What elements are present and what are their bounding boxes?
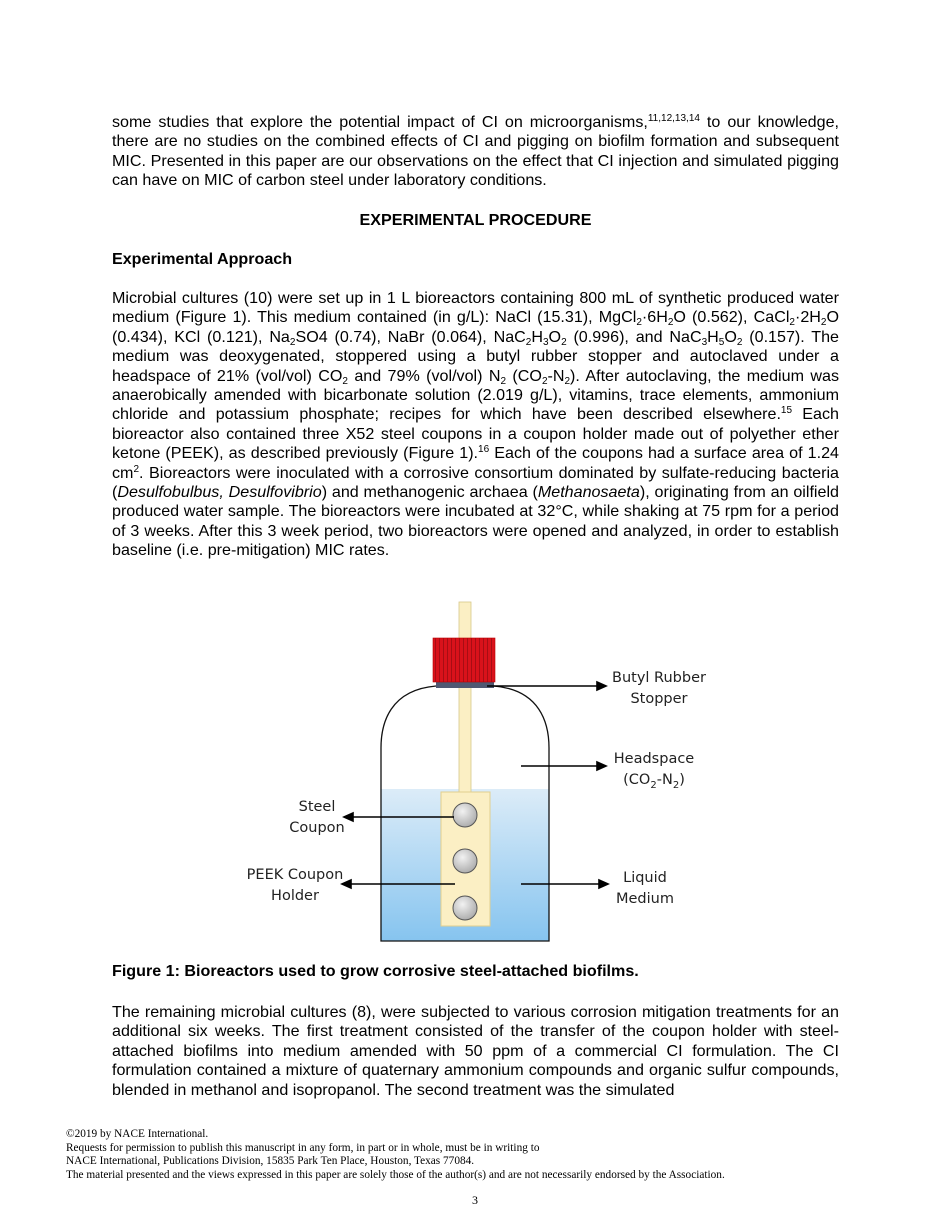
- subscript: 5: [718, 336, 725, 348]
- methods-text: ·6H: [641, 308, 668, 327]
- label-headspace: Headspace: [613, 751, 695, 767]
- intro-text: some studies that explore the potential impact of CI on microorganisms,: [112, 113, 648, 131]
- methods-text: ) and methanogenic archaea (: [321, 483, 538, 502]
- methods-text: -N: [547, 366, 565, 385]
- arrow-head-holder: [342, 880, 351, 888]
- subscript: 2: [820, 317, 827, 329]
- reference-superscript: 16: [478, 444, 490, 456]
- organism-names: Desulfobulbus, Desulfovibrio: [117, 483, 322, 502]
- methods-text: and 79% (vol/vol) N: [347, 366, 501, 385]
- methods-text: H: [531, 327, 543, 346]
- methods-text: (0.157). The medium was deoxygenated, stoppered using a butyl rubber stopper and autoclaved under a headspace of 21% (vol/vol) CO: [112, 327, 839, 385]
- methods-text: . Bioreactors were inoculated with a corrosive consortium dominated by sulfate-reducing bacteria (: [112, 463, 839, 502]
- footer-permission: Requests for permission to publish this manuscript in any form, in part or in whole, must be in writing to: [66, 1141, 540, 1154]
- intro-text-continued: to our knowledge, there are no studies on the combined effects of CI and pigging on biofilm formation and subsequent MIC. Presented in this paper are our observations on the effect that CI injection and simulated pigging can have on MIC of carbon steel under laboratory conditions.: [112, 113, 839, 190]
- methods-text: Each bioreactor also contained three X52 steel coupons in a coupon holder made out of polyether ether ketone (PEEK), as described previously (Figure 1).: [112, 405, 839, 463]
- subscript: 2: [289, 336, 296, 348]
- arrow-head-headspace: [597, 762, 606, 770]
- label-stopper: Stopper: [630, 691, 688, 707]
- butyl-rubber-stopper: [436, 682, 494, 688]
- label-medium: Medium: [616, 891, 674, 907]
- holder-rod: [459, 602, 471, 792]
- subscript: 2: [525, 336, 532, 348]
- subscript: 2: [342, 375, 348, 387]
- methods-text: ). After autoclaving, the medium was anaerobically amended with bicarbonate solution (2.019 g/L), vitamins, trace elements, ammonium chloride and potassium phosphate; recipes for which have been described elsewhere.: [112, 366, 839, 424]
- label-headspace-gas: $(CO_2-N_2)$: [623, 772, 685, 791]
- figure-caption: Figure 1: Bioreactors used to grow corrosive steel-attached biofilms.: [112, 962, 639, 980]
- arrow-head-stopper: [597, 682, 606, 690]
- subscript: 2: [636, 317, 642, 329]
- paragraph-methods: [112, 289, 839, 561]
- subsection-heading: Experimental Approach: [112, 250, 293, 268]
- subscript: 3: [542, 336, 549, 348]
- methods-text: (CO: [506, 366, 542, 385]
- organism-name: Methanosaeta: [537, 483, 640, 502]
- paragraph-intro: [112, 113, 839, 191]
- methods-text: O (0.562), CaCl: [673, 308, 790, 327]
- methods-text: Each of the coupons had a surface area of 1.24 cm: [112, 444, 839, 482]
- subscript: 2: [500, 375, 507, 387]
- steel-coupon-3: [453, 896, 477, 920]
- methods-text: SO4 (0.74), NaBr (0.064), NaC: [295, 327, 526, 346]
- subscript: 2: [541, 375, 548, 387]
- label-butyl-rubber: Butyl Rubber: [612, 670, 706, 686]
- reference-superscript: 11,12,13,14: [647, 113, 700, 124]
- label-liquid: Liquid: [623, 870, 667, 886]
- footer-copyright: ©2019 by NACE International.: [66, 1128, 209, 1140]
- subscript: 2: [789, 317, 795, 329]
- steel-coupon-2: [453, 849, 477, 873]
- steel-coupon-1: [453, 803, 477, 827]
- label-coupon: Coupon: [289, 820, 345, 836]
- methods-text: O: [548, 327, 562, 346]
- subscript: 2: [736, 336, 743, 348]
- label-steel: Steel: [298, 799, 336, 815]
- methods-text: ·2H: [794, 308, 821, 327]
- methods-text: ), originating from an oilfield produced water sample. The bioreactors were incubated at 32°C, while shaking at 75 rpm for a period of 3 weeks. After this 3 week period, two bioreactors were opened and analyzed, in order to establish baseline (i.e. pre-mitigation) MIC rates.: [112, 483, 839, 560]
- page-number: 3: [472, 1193, 478, 1207]
- bottle-cap: [433, 638, 495, 682]
- figure-bioreactor: [240, 598, 710, 948]
- bioreactor-diagram: [240, 598, 710, 948]
- arrow-head-coupon: [344, 813, 353, 821]
- subscript: 2: [667, 317, 674, 329]
- label-holder: Holder: [271, 888, 319, 904]
- footer-address: NACE International, Publications Division, 15835 Park Ten Place, Houston, Texas 77084.: [66, 1155, 475, 1168]
- footer-disclaimer: The material presented and the views expressed in this paper are solely those of the author(s) and are not necessarily endorsed by the Association.: [66, 1168, 725, 1181]
- methods-text: Microbial cultures (10) were set up in 1 L bioreactors containing 800 mL of synthetic produced water medium (Figure 1). This medium contained (in g/L): NaCl (15.31), MgCl: [112, 289, 839, 327]
- methods-text: H: [707, 327, 719, 346]
- section-heading: EXPERIMENTAL PROCEDURE: [359, 211, 592, 229]
- unit-superscript: 2: [133, 463, 140, 475]
- reference-superscript: 15: [780, 405, 793, 417]
- copyright-footer: [66, 1128, 886, 1182]
- paragraph-treatment: The remaining microbial cultures (8), were subjected to various corrosion mitigation treatments for an additional six weeks. The first treatment consisted of the transfer of the coupon holder with steel-attached biofilms into medium amended with 50 ppm of a commercial CI formulation. The CI formulation contained a mixture of quaternary ammonium compounds and organic sulfur compounds, blended in methanol and isopropanol. The second treatment was the simulated: [112, 1003, 839, 1099]
- label-peek-coupon: PEEK Coupon: [246, 867, 344, 883]
- methods-text: (0.996), and NaC: [566, 327, 702, 346]
- subscript: 2: [561, 336, 567, 348]
- arrow-head-liquid: [599, 880, 608, 888]
- methods-text: O: [724, 327, 737, 346]
- subscript: 3: [701, 336, 708, 348]
- subscript: 2: [564, 375, 571, 387]
- methods-text: O (0.434), KCl (0.121), Na: [112, 308, 839, 346]
